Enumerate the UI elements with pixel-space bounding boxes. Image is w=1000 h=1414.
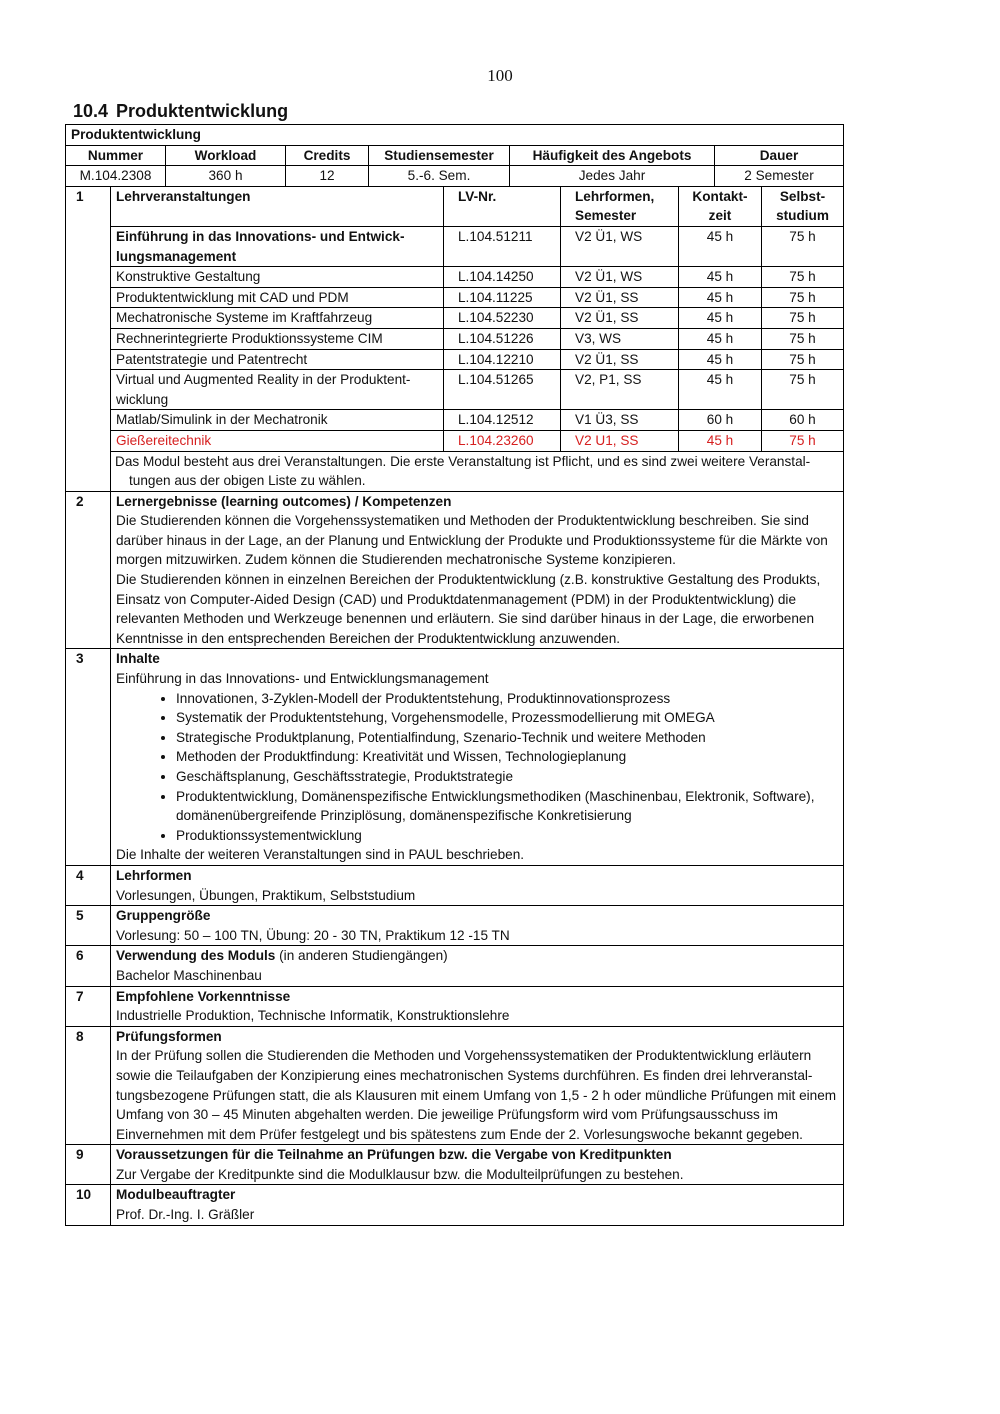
module-title: Produktentwicklung xyxy=(66,125,844,146)
course-selbststudium: 75 h xyxy=(762,287,844,308)
course-row xyxy=(66,349,844,370)
content-bullet-item: • Geschäftsplanung, Geschäftsstrategie, Produktstrategie xyxy=(176,767,838,787)
course-row xyxy=(66,308,844,329)
section-2-paragraph-1: Die Studierenden können die Vorgehenssystematiken und Methoden der Produktentwicklung beschreiben. Sie sind darüber hinaus in der Lage, an der Planung und Entwicklung der Produkte und Produktionssysteme für die Märkte von morgen mitzuwirken. Zudem können die Studierenden mechatronische Systeme konzipieren. xyxy=(116,513,828,568)
course-name: Patentstrategie und Patentrecht xyxy=(111,349,444,370)
section-1-number: 1 xyxy=(66,186,111,491)
course-lehrform: V2 Ü1, SS xyxy=(561,308,679,329)
section-3-outro: Die Inhalte der weiteren Veranstaltungen sind in PAUL beschrieben. xyxy=(116,847,525,863)
section-5 xyxy=(66,906,844,946)
section-3 xyxy=(66,649,844,866)
content-bullet-item: • Produktentwicklung, Domänenspezifische Entwicklungsmethodiken (Maschinenbau, Elektronik, Software), domänenübergreifende Prinziplösung, domänenspezifische Konkretisierung xyxy=(176,787,838,826)
course-lehrform: V2 Ü1, SS xyxy=(561,287,679,308)
course-lehrform: V2 Ü1, WS xyxy=(561,226,679,266)
course-lv-nr: L.104.23260 xyxy=(444,430,561,451)
header-semester: Studiensemester xyxy=(369,145,510,166)
section-3-number: 3 xyxy=(66,649,111,866)
course-name: Matlab/Simulink in der Mechatronik xyxy=(111,410,444,431)
course-selbststudium: 75 h xyxy=(762,308,844,329)
section-10 xyxy=(66,1185,844,1225)
course-name: Virtual und Augmented Reality in der Produktent-wicklung xyxy=(111,370,444,410)
course-kontaktzeit: 45 h xyxy=(679,370,762,410)
header-nummer: Nummer xyxy=(66,145,166,166)
section-5-number: 5 xyxy=(66,906,111,946)
col-lehrformen: Lehrformen, Semester xyxy=(561,186,679,226)
content-bullet-item: • Methoden der Produktfindung: Kreativität und Wissen, Technologieplanung xyxy=(176,747,838,767)
header-workload: Workload xyxy=(166,145,286,166)
course-selbststudium: 75 h xyxy=(762,430,844,451)
course-lv-nr: L.104.51226 xyxy=(444,328,561,349)
content-bullet-item: • Produktionssystementwicklung xyxy=(176,826,838,846)
section-9-number: 9 xyxy=(66,1145,111,1185)
course-lehrform: V3, WS xyxy=(561,328,679,349)
section-10-text: Prof. Dr.-Ing. I. Gräßler xyxy=(116,1207,255,1223)
section-8 xyxy=(66,1026,844,1145)
course-row xyxy=(66,430,844,451)
module-header-table xyxy=(65,124,844,187)
course-note-row xyxy=(66,451,844,491)
course-name: Einführung in das Innovations- und Entwick-lungsmanagement xyxy=(111,226,444,266)
value-haeufigkeit: Jedes Jahr xyxy=(510,166,715,187)
course-lv-nr: L.104.51211 xyxy=(444,226,561,266)
section-10-number: 10 xyxy=(66,1185,111,1225)
content-bullet-item: • Strategische Produktplanung, Potentialfindung, Szenario-Technik und weitere Methoden xyxy=(176,728,838,748)
value-nummer: M.104.2308 xyxy=(66,166,166,187)
course-selection-note: Das Modul besteht aus drei Veranstaltungen. Die erste Veranstaltung ist Pflicht, und es sind zwei weitere Veranstal-tungen aus der obigen Liste zu wählen. xyxy=(111,451,844,491)
section-2-number: 2 xyxy=(66,491,111,649)
section-7-text: Industrielle Produktion, Technische Informatik, Konstruktionslehre xyxy=(116,1008,510,1024)
section-9-text: Zur Vergabe der Kreditpunkte sind die Modulklausur bzw. die Modulteilprüfungen zu bestehen. xyxy=(116,1166,684,1182)
course-lv-nr: L.104.51265 xyxy=(444,370,561,410)
course-lv-nr: L.104.14250 xyxy=(444,267,561,288)
section-2 xyxy=(66,491,844,649)
section-3-intro: Einführung in das Innovations- und Entwicklungsmanagement xyxy=(116,671,489,687)
col-kontaktzeit: Kontakt-zeit xyxy=(679,186,762,226)
course-lehrform: V2, P1, SS xyxy=(561,370,679,410)
section-9 xyxy=(66,1145,844,1185)
page-number: 100 xyxy=(487,66,513,85)
header-haeufigkeit: Häufigkeit des Angebots xyxy=(510,145,715,166)
section-5-text: Vorlesung: 50 – 100 TN, Übung: 20 - 30 TN, Praktikum 12 -15 TN xyxy=(116,927,510,943)
section-9-title: Voraussetzungen für die Teilnahme an Prüfungen bzw. die Vergabe von Kreditpunkten xyxy=(116,1147,672,1163)
course-kontaktzeit: 60 h xyxy=(679,410,762,431)
section-2-paragraph-2: Die Studierenden können in einzelnen Bereichen der Produktentwicklung (z.B. konstruktive Gestaltung des Produkts, Einsatz von Computer-Aided Design (CAD) und Produktdatenmanagement (PDM) in der Produktentwicklung) die relevanten Methoden und Werkzeuge benennen und erläutern. Sie sind darüber hinaus in der Lage, die erworbenen Kenntnisse in den entsprechenden Bereichen der Produktentwicklung anzuwenden. xyxy=(116,572,821,646)
course-lehrform: V1 Ü3, SS xyxy=(561,410,679,431)
course-lehrform: V2 Ü1, WS xyxy=(561,267,679,288)
value-workload: 360 h xyxy=(166,166,286,187)
course-name: Rechnerintegrierte Produktionssysteme CIM xyxy=(111,328,444,349)
section-6-text: Bachelor Maschinenbau xyxy=(116,967,262,983)
course-name: Mechatronische Systeme im Kraftfahrzeug xyxy=(111,308,444,329)
course-lv-nr: L.104.52230 xyxy=(444,308,561,329)
courses-table xyxy=(65,186,844,492)
course-selbststudium: 60 h xyxy=(762,410,844,431)
course-kontaktzeit: 45 h xyxy=(679,349,762,370)
section-4 xyxy=(66,865,844,905)
section-4-text: Vorlesungen, Übungen, Praktikum, Selbststudium xyxy=(116,887,416,903)
course-kontaktzeit: 45 h xyxy=(679,226,762,266)
header-dauer: Dauer xyxy=(715,145,844,166)
course-selbststudium: 75 h xyxy=(762,267,844,288)
value-dauer: 2 Semester xyxy=(715,166,844,187)
value-semester: 5.-6. Sem. xyxy=(369,166,510,187)
course-kontaktzeit: 45 h xyxy=(679,328,762,349)
course-row xyxy=(66,328,844,349)
course-name: Gießereitechnik xyxy=(111,430,444,451)
course-row xyxy=(66,226,844,266)
section-6-title: Verwendung des Moduls xyxy=(116,948,276,964)
value-credits: 12 xyxy=(286,166,369,187)
col-selbststudium: Selbst-studium xyxy=(762,186,844,226)
course-lv-nr: L.104.12512 xyxy=(444,410,561,431)
section-8-title: Prüfungsformen xyxy=(116,1028,222,1044)
course-selbststudium: 75 h xyxy=(762,328,844,349)
section-7 xyxy=(66,986,844,1026)
course-selbststudium: 75 h xyxy=(762,226,844,266)
course-lv-nr: L.104.11225 xyxy=(444,287,561,308)
section-3-bullet-list xyxy=(116,689,838,846)
section-title xyxy=(73,101,288,122)
col-lehrveranstaltungen: Lehrveranstaltungen xyxy=(111,186,444,226)
section-7-number: 7 xyxy=(66,986,111,1026)
section-8-text: In der Prüfung sollen die Studierenden die Methoden und Vorgehenssystematiken der Produktentwicklung erläutern sowie die Teilaufgaben der Konzipierung eines mechatronischen Systems durchführen. Es finden drei lehrveranstal-tungsbezogene Prüfungen statt, die als Klausuren mit einem Umfang von 1,5 - 2 h oder mündliche Prüfungen mit einem Umfang von 30 – 45 Minuten abgehalten werden. Die jeweilige Prüfungsform wird vom Prüfungsausschuss im Einvernehmen mit dem Prüfer festgelegt und bis spätestens zum Ende der 2. Vorlesungswoche bekannt gegeben. xyxy=(116,1048,837,1142)
section-6 xyxy=(66,946,844,986)
course-name: Produktentwicklung mit CAD und PDM xyxy=(111,287,444,308)
header-credits: Credits xyxy=(286,145,369,166)
content-bullet-item: • Innovationen, 3-Zyklen-Modell der Produktentstehung, Produktinnovationsprozess xyxy=(176,689,838,709)
section-4-title: Lehrformen xyxy=(116,867,192,883)
course-row xyxy=(66,287,844,308)
section-5-title: Gruppengröße xyxy=(116,908,211,924)
course-row xyxy=(66,370,844,410)
course-lv-nr: L.104.12210 xyxy=(444,349,561,370)
section-6-title-suffix: (in anderen Studiengängen) xyxy=(275,948,448,964)
course-kontaktzeit: 45 h xyxy=(679,430,762,451)
section-7-title: Empfohlene Vorkenntnisse xyxy=(116,988,291,1004)
section-2-title: Lernergebnisse (learning outcomes) / Kompetenzen xyxy=(116,493,452,509)
section-4-number: 4 xyxy=(66,865,111,905)
course-name: Konstruktive Gestaltung xyxy=(111,267,444,288)
section-8-number: 8 xyxy=(66,1026,111,1145)
course-lehrform: V2 U1, SS xyxy=(561,430,679,451)
course-selbststudium: 75 h xyxy=(762,370,844,410)
course-row xyxy=(66,267,844,288)
course-kontaktzeit: 45 h xyxy=(679,267,762,288)
section-name: Produktentwicklung xyxy=(116,101,289,121)
content-bullet-item: • Systematik der Produktentstehung, Vorgehensmodelle, Prozessmodellierung mit OMEGA xyxy=(176,708,838,728)
section-number: 10.4 xyxy=(73,101,109,121)
col-lv-nr: LV-Nr. xyxy=(444,186,561,226)
section-6-number: 6 xyxy=(66,946,111,986)
section-3-title: Inhalte xyxy=(116,651,160,667)
details-table xyxy=(65,491,844,1226)
course-row xyxy=(66,410,844,431)
course-lehrform: V2 Ü1, SS xyxy=(561,349,679,370)
course-kontaktzeit: 45 h xyxy=(679,308,762,329)
course-kontaktzeit: 45 h xyxy=(679,287,762,308)
course-selbststudium: 75 h xyxy=(762,349,844,370)
section-10-title: Modulbeauftragter xyxy=(116,1187,236,1203)
module-description xyxy=(65,124,843,1226)
